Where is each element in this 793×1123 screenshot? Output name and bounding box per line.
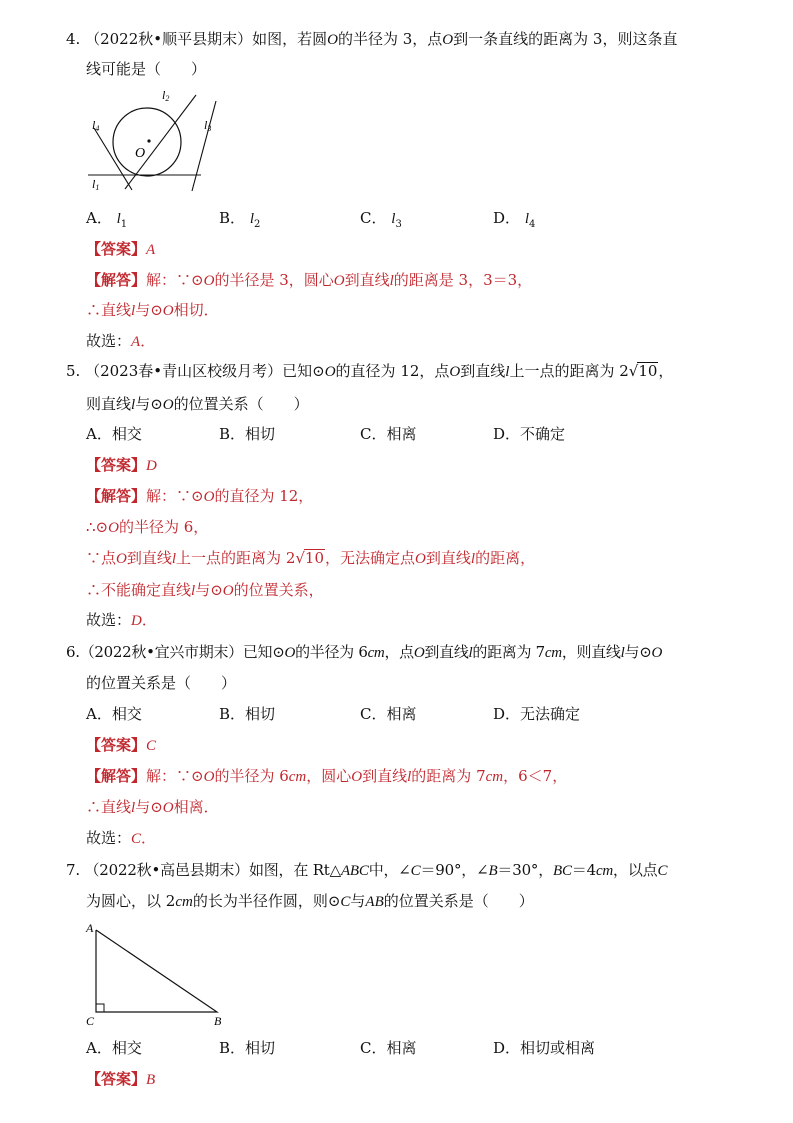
q6-option-a[interactable]: A．相交 <box>86 705 142 723</box>
q7-answer: 【答案】B <box>86 1070 156 1088</box>
fig-label-l2: l2 <box>162 88 170 103</box>
fig-label-l4: l4 <box>92 118 100 133</box>
q5-solution-line1: 【解答】解：∵⊙O的直径为 12， <box>86 487 314 505</box>
q5-answer: 【答案】D <box>86 456 157 474</box>
q4-option-c[interactable]: C． $l_3$ <box>360 209 402 230</box>
q5-solution-line4: ∴不能确定直线l与⊙O的位置关系， <box>86 581 324 599</box>
q5-number: 5. <box>66 362 81 380</box>
q5-option-d[interactable]: D．不确定 <box>493 425 566 443</box>
q7-source: （2022秋•高邑县期末） <box>84 861 249 879</box>
q6-number: 6. <box>66 643 80 661</box>
q5-stem-line2: 则直线l与⊙O的位置关系（ ） <box>86 395 309 413</box>
q4-stem-line1: 4. （2022秋•顺平县期末）如图，若圆O的半径为 3，点O到一条直线的距离为 3，则这条直 <box>66 30 678 48</box>
q6-source: （2022秋•宜兴市期末） <box>79 643 243 661</box>
q4-option-a[interactable]: A． $l_1$ <box>86 209 128 230</box>
q4-option-d[interactable]: D． $l_4$ <box>493 209 536 230</box>
q4-solution-line2: ∴直线l与⊙O相切． <box>86 301 219 319</box>
q7-option-d[interactable]: D．相切或相离 <box>493 1039 596 1057</box>
q4-source: （2022秋•顺平县期末） <box>85 30 253 48</box>
q5-option-c[interactable]: C．相离 <box>360 425 417 443</box>
q4-figure-circle-lines <box>80 85 230 197</box>
q5-option-b[interactable]: B．相切 <box>219 425 276 443</box>
q4-option-b[interactable]: B． $l_2$ <box>219 209 261 230</box>
fig-label-o: O <box>135 146 146 161</box>
q4-answer: 【答案】A <box>86 240 156 258</box>
q4-number: 4. <box>66 30 81 48</box>
q4-solution-line1: 【解答】解：∵⊙O的半径是 3，圆心O到直线l的距离是 3，3＝3， <box>86 271 533 289</box>
q6-solution-choice: 故选：C． <box>86 829 157 847</box>
fig-label-b: B <box>214 1014 222 1028</box>
q6-option-c[interactable]: C．相离 <box>360 705 417 723</box>
q5-stem-line1: 5. （2023春•青山区校级月考）已知⊙O的直径为 12，点O到直线l上一点的距离为 2√10， <box>66 362 674 380</box>
q7-figure-right-triangle <box>80 918 230 1030</box>
q4-stem-line2: 线可能是（ ） <box>86 60 207 78</box>
q4-solution-choice: 故选：A． <box>86 332 156 350</box>
q6-stem-line2: 的位置关系是（ ） <box>86 674 237 692</box>
q5-option-a[interactable]: A．相交 <box>86 425 142 443</box>
q6-solution-line1: 【解答】解：∵⊙O的半径为 6cm，圆心O到直线l的距离为 7cm，6＜7， <box>86 767 568 785</box>
q7-option-a[interactable]: A．相交 <box>86 1039 142 1057</box>
q6-option-d[interactable]: D．无法确定 <box>493 705 581 723</box>
q5-source: （2023春•青山区校级月考） <box>85 362 283 380</box>
q7-option-b[interactable]: B．相切 <box>219 1039 276 1057</box>
q7-stem-line2: 为圆心，以 2cm的长为半径作圆，则⊙C与AB的位置关系是（ ） <box>86 892 534 910</box>
q6-option-b[interactable]: B．相切 <box>219 705 276 723</box>
fig-label-l1: l1 <box>92 177 100 192</box>
fig-label-c: C <box>86 1014 95 1028</box>
q5-solution-line2: ∴⊙O的半径为 6， <box>86 518 209 536</box>
fig-label-l3: l3 <box>204 118 212 133</box>
q6-answer: 【答案】C <box>86 736 157 754</box>
q7-stem-line1: 7. （2022秋•高邑县期末）如图，在 Rt△ABC中，∠C＝90°，∠B＝30°，BC＝4cm，以点C <box>66 861 668 879</box>
q5-solution-line3: ∵点O到直线l上一点的距离为 2√10，无法确定点O到直线l的距离， <box>86 549 536 567</box>
q6-solution-line2: ∴直线l与⊙O相离． <box>86 798 219 816</box>
fig-label-a: A <box>86 921 94 935</box>
q7-number: 7. <box>66 861 80 879</box>
q6-stem-line1: 6.（2022秋•宜兴市期末）已知⊙O的半径为 6cm，点O到直线l的距离为 7cm，则直线l与⊙O <box>66 643 663 661</box>
q7-option-c[interactable]: C．相离 <box>360 1039 417 1057</box>
q5-solution-choice: 故选：D． <box>86 611 157 629</box>
